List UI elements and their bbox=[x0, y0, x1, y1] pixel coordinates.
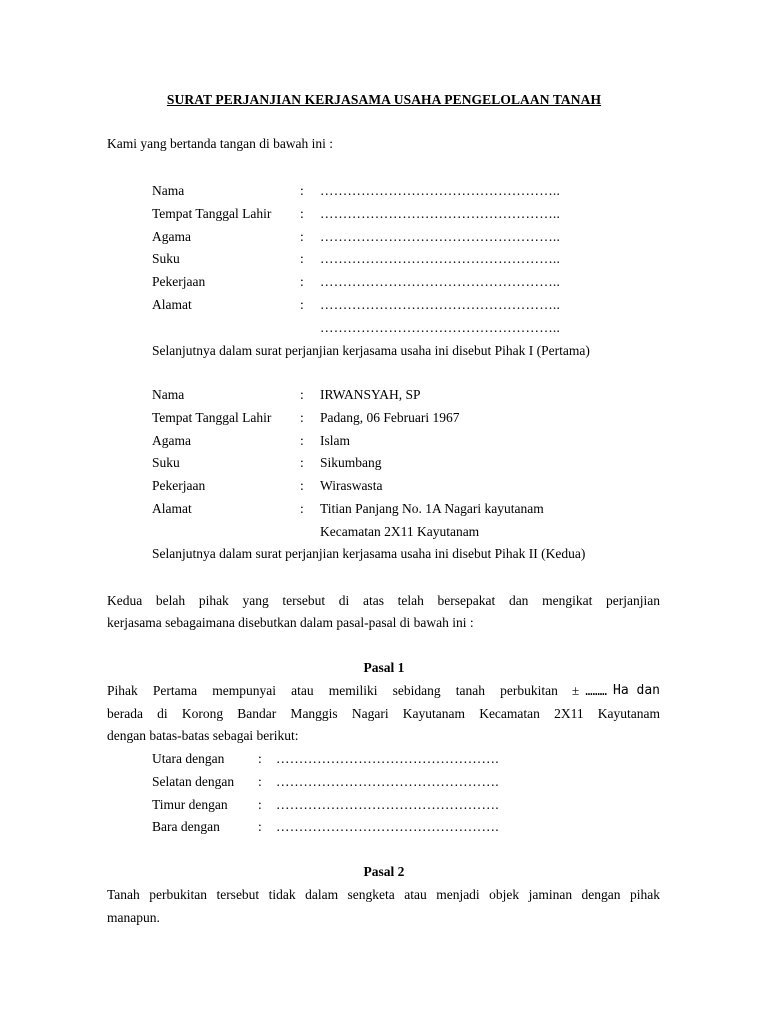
party2-address-label: Alamat bbox=[152, 501, 192, 516]
party1-birth-blank: …………………………………………….. bbox=[320, 206, 561, 221]
pasal1-line-3: dengan batas-batas sebagai berikut: bbox=[107, 728, 299, 743]
boundary-south-label: Selatan dengan bbox=[152, 774, 235, 789]
boundary-east-label: Timur dengan bbox=[152, 797, 228, 812]
pasal1-heading: Pasal 1 bbox=[363, 660, 405, 675]
colon: : bbox=[300, 206, 304, 221]
agreement-line-2: kerjasama sebagaimana disebutkan dalam pasal-pasal di bawah ini : bbox=[107, 615, 474, 630]
party2-address-value: Titian Panjang No. 1A Nagari kayutanam bbox=[320, 501, 544, 516]
colon: : bbox=[258, 774, 262, 789]
party2-name-value: IRWANSYAH, SP bbox=[320, 387, 421, 402]
party1-closing: Selanjutnya dalam surat perjanjian kerjasama usaha ini disebut Pihak I (Pertama) bbox=[152, 343, 590, 358]
party1-tribe-blank: …………………………………………….. bbox=[320, 251, 561, 266]
party1-job-blank: …………………………………………….. bbox=[320, 274, 561, 289]
party1-birth-label: Tempat Tanggal Lahir bbox=[152, 206, 272, 221]
area-unit: Ha dan bbox=[613, 683, 660, 698]
boundary-north-label: Utara dengan bbox=[152, 751, 225, 766]
party1-address-blank-2: …………………………………………….. bbox=[320, 320, 561, 335]
party2-tribe-value: Sikumbang bbox=[320, 455, 382, 470]
party2-religion-value: Islam bbox=[320, 433, 350, 448]
colon: : bbox=[300, 251, 304, 266]
agreement-line-1: Kedua belah pihak yang tersebut di atas telah bersepakat dan mengikat perjanjian bbox=[107, 593, 660, 608]
party2-birth-value: Padang, 06 Februari 1967 bbox=[320, 410, 460, 425]
pasal1-line-1-text: Pihak Pertama mempunyai atau memiliki sebidang tanah perbukitan bbox=[107, 683, 558, 698]
pasal2-heading: Pasal 2 bbox=[363, 864, 405, 879]
party1-religion-label: Agama bbox=[152, 229, 191, 244]
colon: : bbox=[300, 455, 304, 470]
party2-job-label: Pekerjaan bbox=[152, 478, 206, 493]
colon: : bbox=[300, 274, 304, 289]
intro-text: Kami yang bertanda tangan di bawah ini : bbox=[107, 136, 334, 151]
colon: : bbox=[300, 297, 304, 312]
party2-job-value: Wiraswasta bbox=[320, 478, 383, 493]
party1-religion-blank: …………………………………………….. bbox=[320, 229, 561, 244]
area-blank: ……… bbox=[585, 684, 608, 698]
party2-closing: Selanjutnya dalam surat perjanjian kerjasama usaha ini disebut Pihak II (Kedua) bbox=[152, 546, 586, 561]
plus-minus: ± bbox=[571, 683, 580, 698]
boundary-west-label: Bara dengan bbox=[152, 819, 220, 834]
party1-tribe-label: Suku bbox=[152, 251, 180, 266]
boundary-south-blank: …………………………………………. bbox=[276, 774, 499, 789]
colon: : bbox=[300, 433, 304, 448]
pasal1-line-2: berada di Korong Bandar Manggis Nagari Kayutanam Kecamatan 2X11 Kayutanam bbox=[107, 706, 660, 721]
colon: : bbox=[258, 751, 262, 766]
party1-name-blank: …………………………………………….. bbox=[320, 183, 561, 198]
boundary-east-blank: …………………………………………. bbox=[276, 797, 499, 812]
pasal1-line-1 bbox=[107, 682, 660, 700]
party1-address-label: Alamat bbox=[152, 297, 192, 312]
colon: : bbox=[300, 387, 304, 402]
party2-birth-label: Tempat Tanggal Lahir bbox=[152, 410, 272, 425]
party2-religion-label: Agama bbox=[152, 433, 191, 448]
colon: : bbox=[300, 183, 304, 198]
party1-address-blank: …………………………………………….. bbox=[320, 297, 561, 312]
party2-name-label: Nama bbox=[152, 387, 185, 402]
pasal2-line-1: Tanah perbukitan tersebut tidak dalam sengketa atau menjadi objek jaminan dengan pihak bbox=[107, 887, 660, 902]
colon: : bbox=[300, 478, 304, 493]
colon: : bbox=[300, 229, 304, 244]
colon: : bbox=[258, 819, 262, 834]
colon: : bbox=[300, 501, 304, 516]
party1-name-label: Nama bbox=[152, 183, 185, 198]
boundary-west-blank: …………………………………………. bbox=[276, 819, 499, 834]
colon: : bbox=[300, 410, 304, 425]
party1-job-label: Pekerjaan bbox=[152, 274, 206, 289]
document-title: SURAT PERJANJIAN KERJASAMA USAHA PENGELOLAAN TANAH bbox=[166, 92, 602, 107]
party2-tribe-label: Suku bbox=[152, 455, 180, 470]
pasal2-line-2: manapun. bbox=[107, 910, 160, 925]
boundary-north-blank: …………………………………………. bbox=[276, 751, 499, 766]
colon: : bbox=[258, 797, 262, 812]
party2-address-value-2: Kecamatan 2X11 Kayutanam bbox=[320, 524, 480, 539]
